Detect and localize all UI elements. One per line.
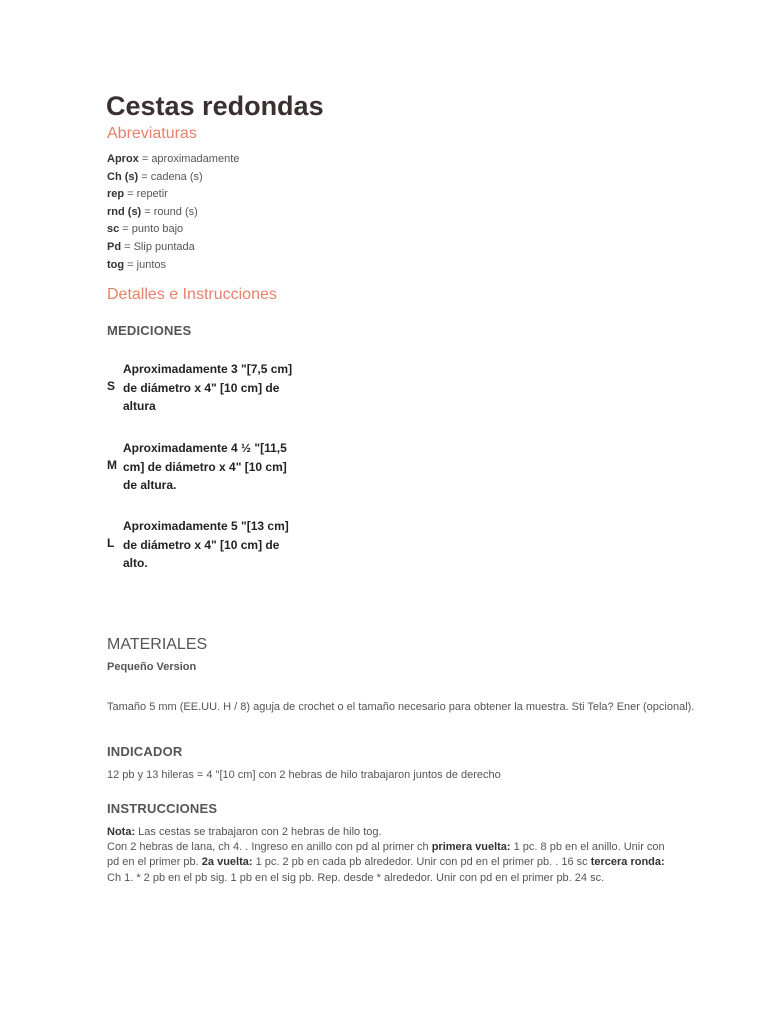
size-description: Aproximadamente 4 ½ "[11,5 cm] de diámetro x 4" [10 cm] de altura. — [123, 441, 287, 492]
indicador-text: 12 pb y 13 hileras = 4 "[10 cm] con 2 hebras de hilo trabajaron juntos de derecho — [107, 769, 501, 781]
instrucciones-body — [107, 825, 667, 886]
instructions-text: Ch 1. * 2 pb en el pb sig. 1 pb en el sig pb. Rep. desde * alrededor. Unir con pd en el primer pb. 24 sc. — [107, 871, 605, 884]
abbreviation-def: = cadena (s) — [138, 170, 203, 183]
abbreviation-term: tog — [107, 258, 125, 271]
size-letter: S — [107, 379, 116, 393]
materiales-subheading: Pequeño Version — [107, 661, 197, 673]
size-letter: M — [107, 458, 117, 472]
abbreviation-term: sc — [107, 223, 120, 236]
abbreviation-def: = aproximadamente — [138, 153, 240, 165]
materiales-text: Tamaño 5 mm (EE.UU. H / 8) aguja de crochet o el tamaño necesario para obtener la muestra. Sti Tela? Ener (opcional). — [107, 701, 695, 713]
indicador-heading: INDICADOR — [107, 744, 183, 759]
abbreviation-item — [107, 204, 239, 222]
size-row-m — [107, 439, 317, 499]
abbreviation-item — [107, 151, 239, 169]
materiales-heading: MATERIALES — [107, 636, 208, 653]
abbreviation-item — [107, 169, 239, 187]
abbreviation-term: rep — [107, 188, 125, 201]
abbreviation-def: = Slip puntada — [121, 240, 195, 253]
abbreviation-def: = round (s) — [141, 205, 198, 218]
abbreviation-term: Aprox — [107, 153, 139, 165]
instructions-text: 1 pc. 8 pb en el anillo. Unir con pd en el primer pb. — [107, 841, 665, 869]
abbreviation-def: = juntos — [124, 258, 166, 271]
round-3-label: tercera ronda: — [590, 856, 665, 869]
instrucciones-heading: INSTRUCCIONES — [107, 801, 218, 816]
nota-label: Nota: — [107, 826, 136, 838]
abbreviation-def: = punto bajo — [119, 223, 184, 236]
page-title: Cestas redondas — [106, 91, 324, 121]
abbreviation-term: rnd (s) — [107, 205, 142, 218]
abbreviation-term: Ch (s) — [107, 170, 139, 183]
instructions-text: 1 pc. 2 pb en cada pb alrededor. Unir con pd en el primer pb. . 16 sc — [252, 856, 591, 869]
abbreviation-term: Pd — [107, 240, 122, 253]
abbreviations-list — [107, 151, 239, 274]
abbreviation-item — [107, 257, 239, 275]
detalles-heading: Detalles e Instrucciones — [107, 286, 277, 303]
size-row-s — [107, 360, 317, 420]
mediciones-heading: MEDICIONES — [107, 323, 192, 338]
size-description: Aproximadamente 3 "[7,5 cm] de diámetro x 4" [10 cm] de altura — [123, 362, 293, 413]
abbreviation-item — [107, 186, 239, 204]
nota-line — [107, 825, 667, 840]
size-letter: L — [107, 536, 115, 550]
instructions-paragraph — [107, 840, 667, 886]
abbreviation-item — [107, 239, 239, 257]
nota-text: Las cestas se trabajaron con 2 hebras de hilo tog. — [135, 826, 382, 838]
round-2-label: 2a vuelta: — [201, 856, 253, 869]
abbreviation-item — [107, 221, 239, 239]
size-row-l — [107, 517, 317, 577]
instructions-text: Con 2 hebras de lana, ch 4. . Ingreso en anillo con pd al primer ch — [107, 841, 432, 854]
size-description: Aproximadamente 5 "[13 cm] de diámetro x 4" [10 cm] de alto. — [123, 519, 289, 570]
round-1-label: primera vuelta: — [431, 841, 511, 854]
abbreviation-def: = repetir — [124, 188, 168, 201]
abreviaturas-heading: Abreviaturas — [107, 125, 197, 142]
